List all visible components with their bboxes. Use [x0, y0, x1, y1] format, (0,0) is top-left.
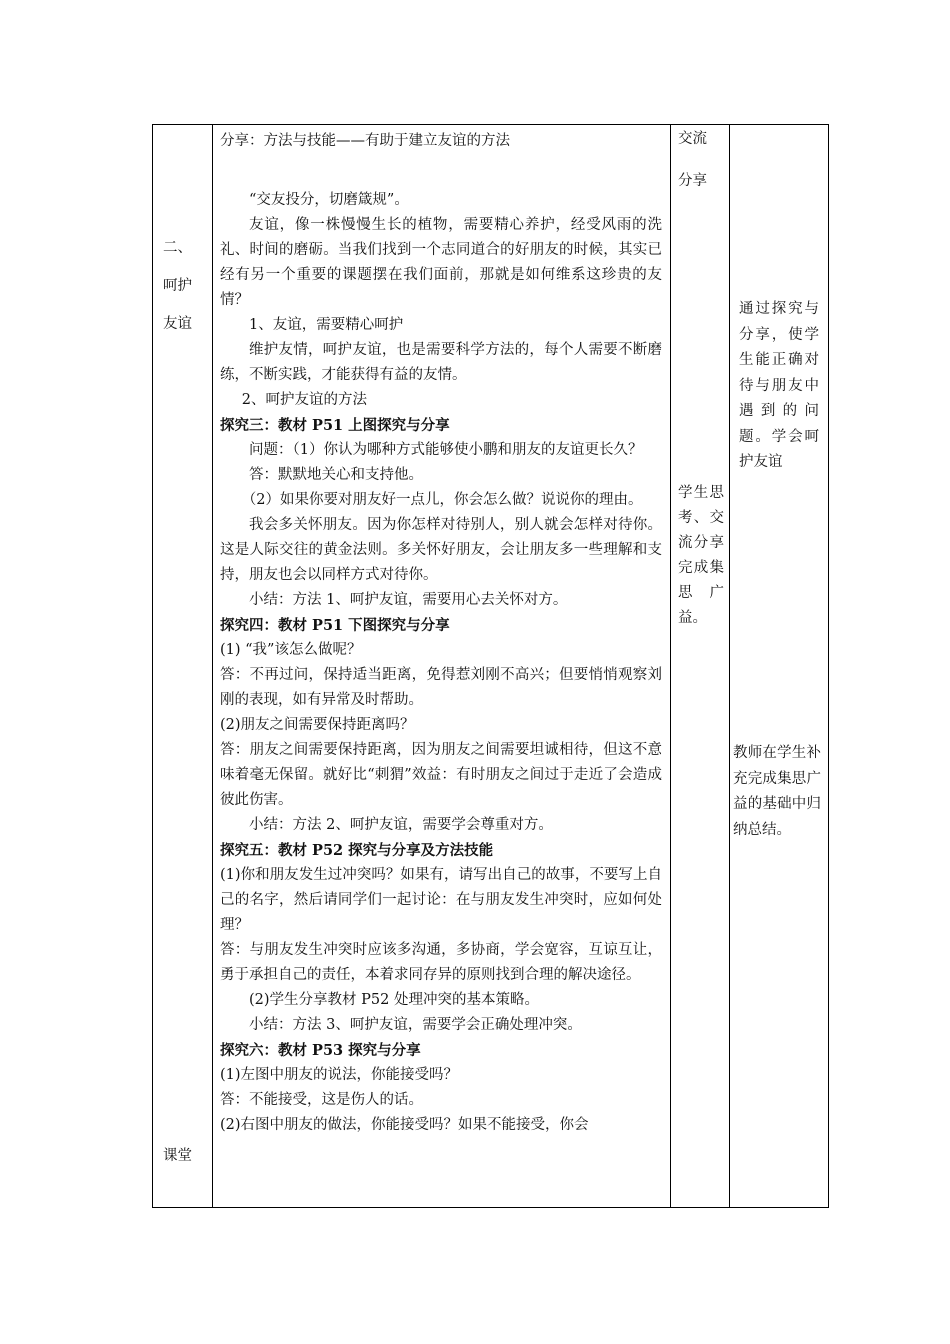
- teaching-content-column: [212, 125, 670, 1207]
- student-activity-column: [670, 125, 729, 1207]
- content-paragraph: 友谊，像一株慢慢生长的植物，需要精心养护，经受风雨的洗礼、时间的磨砺。当我们找到一个志同道合的好朋友的时候，其实已经有另一个重要的课题摆在我们面前，那就是如何维系这珍贵的友情？: [220, 217, 662, 308]
- content-paragraph: 答：朋友之间需要保持距离，因为朋友之间需要坦诚相待，但这不意味着毫无保留。就好比“刺猬”效益：有时朋友之间过于走近了会造成彼此伤害。: [220, 742, 662, 808]
- exploration-heading: 探究六：教材 P53 探究与分享: [220, 1042, 421, 1059]
- content-paragraph: (1)左图中朋友的说法，你能接受吗？: [220, 1067, 459, 1083]
- content-paragraph: (2)朋友之间需要保持距离吗？: [220, 717, 415, 733]
- content-paragraph: (2)右图中朋友的做法，你能接受吗？如果不能接受，你会: [220, 1117, 589, 1133]
- content-paragraph: (2)学生分享教材 P52 处理冲突的基本策略。: [249, 992, 539, 1008]
- content-paragraph: 答：不再过问，保持适当距离，免得惹刘刚不高兴；但要悄悄观察刘刚的表现，如有异常及时帮助。: [220, 667, 662, 708]
- content-paragraph: 小结：方法 1、呵护友谊，需要用心去关怀对方。: [249, 592, 568, 608]
- content-paragraph: “交友投分，切磨箴规”。: [249, 192, 409, 208]
- activity-label-2: 分享: [678, 173, 707, 189]
- content-paragraph: (1) “我”该怎么做呢？: [220, 642, 362, 658]
- section-column: [153, 125, 212, 1207]
- content-paragraph: [220, 154, 662, 188]
- content-paragraph: 答：与朋友发生冲突时应该多沟通，多协商，学会宽容，互谅互让，勇于承担自己的责任，本着求同存异的原则找到合理的解决途径。: [220, 942, 662, 983]
- content-paragraph: 分享：方法与技能——有助于建立友谊的方法: [220, 133, 510, 149]
- section-number: 二、: [163, 240, 192, 256]
- section-bottom-label: 课堂: [163, 1148, 192, 1164]
- design-intent-column: [729, 125, 828, 1207]
- section-title-line1: 呵护: [163, 278, 192, 294]
- content-paragraph: 维护友情，呵护友谊，也是需要科学方法的，每个人需要不断磨练，不断实践，才能获得有益的友情。: [220, 342, 662, 383]
- content-paragraph: （2）如果你要对朋友好一点儿，你会怎么做？说说你的理由。: [241, 492, 643, 508]
- content-paragraph: 答：不能接受，这是伤人的话。: [220, 1092, 423, 1108]
- exploration-heading: 探究四：教材 P51 下图探究与分享: [220, 617, 450, 634]
- content-paragraph: 小结：方法 2、呵护友谊，需要学会尊重对方。: [249, 817, 553, 833]
- teacher-summary-text: 教师在学生补充完成集思广益的基础中归纳总结。: [733, 745, 821, 838]
- exploration-heading: 探究三：教材 P51 上图探究与分享: [220, 417, 450, 434]
- section-title-line2: 友谊: [163, 316, 192, 332]
- activity-description: 学生思考、交流分享完成集思广益。: [678, 485, 724, 626]
- content-paragraph: 2、呵护友谊的方法: [241, 392, 367, 408]
- content-paragraph: 小结：方法 3、呵护友谊，需要学会正确处理冲突。: [249, 1017, 582, 1033]
- activity-label-1: 交流: [678, 131, 707, 147]
- content-paragraph: 1、友谊，需要精心呵护: [249, 317, 404, 333]
- content-paragraph: 答：默默地关心和支持他。: [249, 467, 423, 483]
- content-paragraph: (1)你和朋友发生过冲突吗？如果有，请写出自己的故事，不要写上自己的名字，然后请同学们一起讨论：在与朋友发生冲突时，应如何处理？: [220, 867, 662, 933]
- content-paragraph: 我会多关怀朋友。因为你怎样对待别人，别人就会怎样对待你。这是人际交往的黄金法则。多关怀好朋友，会让朋友多一些理解和支持，朋友也会以同样方式对待你。: [220, 517, 662, 583]
- design-goal-text: 通过探究与分享，使学生能正确对待与朋友中遇到的问题。学会呵护友谊: [739, 301, 819, 470]
- lesson-plan-table: [152, 124, 829, 1208]
- content-paragraph: 问题：（1）你认为哪种方式能够使小鹏和朋友的友谊更长久？: [249, 442, 643, 458]
- exploration-heading: 探究五：教材 P52 探究与分享及方法技能: [220, 842, 494, 859]
